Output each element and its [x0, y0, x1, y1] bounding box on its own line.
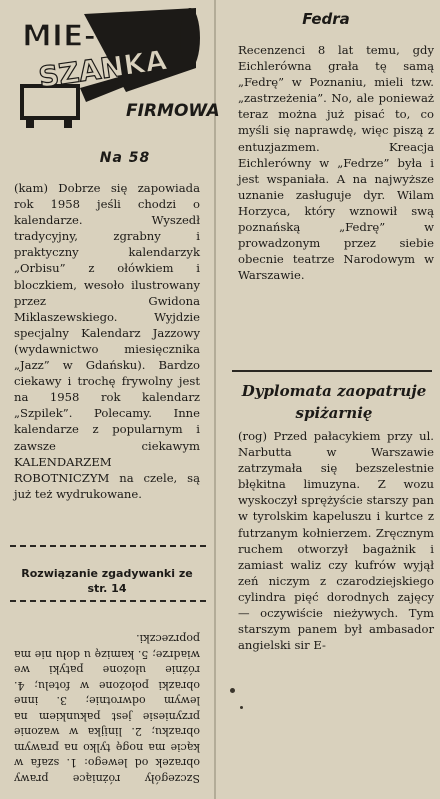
print-speck	[230, 688, 235, 693]
fedra-article: Recenzenci 8 lat temu, gdy Eichlerówna grała tę samą „Fedrę” w Poznaniu, mieli tzw. „zastrzeżenia”. No, ale ponieważ teraz można już pisać to, co myśli się naprawdę, więc piszą z entuzjazmem. Kreacja Eichlerówny w „Fedrze” była i jest wspaniała. A na najwyższe uznanie zasługuje dyr. Wilam Horzyca, który wznowił swą poznańską „Fedrę” w prowadzonym przez siebie obecnie teatrze Narodowym w Warszawie.	[238, 43, 434, 283]
logo-line3: FIRMOWA	[126, 101, 220, 121]
diplomat-article: (rog) Przed pałacykiem przy ul. Narbutta w Warszawie zatrzymała się bezszelestnie błękitna limuzyna. Z wozu wyskoczył sprężyście starszy pan w tyrolskim kapeluszu i kurtce z futrzanym kołnierzem. Zręcznym ruchem otworzył bagażnik i zamiast waliz czy kufrów wyjął zeń niczym z czarodziejskiego cylindra pięć dorodnych zajęcy — oczywiście nieżywych. Tym starszym panem był ambasador angielski sir E-	[238, 429, 434, 653]
calendar-article: (kam) Dobrze się zapowiada rok 1958 jeśli chodzi o kalendarze. Wyszedł tradycyjny, zgrabny i praktyczny kalendarzyk „Orbisu” z ołówkiem i bloczkiem, wesoło ilustrowany przez Gwidona Miklaszewskiego. Wyjdzie specjalny Kalendarz Jazzowy (wydawnictwo miesięcznika „Jazz” w Gdańsku). Bardzo ciekawy i trochę frywolny jest na 1958 rok kalendarz „Szpilek”. Polecamy. Inne kalendarze z popularnym i zawsze ciekawym KALENDARZEM ROBOTNICZYM na czele, są już też wydrukowane.	[14, 181, 200, 501]
puzzle-solution-title: Rozwiązanie zgadywanki ze str. 14	[21, 567, 193, 595]
miszanka-firmowa-logo	[14, 6, 220, 136]
section-divider	[10, 545, 206, 547]
section-divider	[10, 600, 206, 602]
logo-line2: SZANKA	[36, 43, 169, 95]
section-divider	[232, 370, 432, 372]
logo-line1: MIE-	[22, 19, 96, 54]
fedra-heading: Fedra	[302, 10, 350, 28]
puzzle-solution-text: Szczegóły różniące prawy obrazek od lewego: 1. szafa w kącie ma nogę tylko na prawym obrazku; 2. linijka w wazonie przyniesie jest pakunkiem na lewym odwrotnie; 3. inne obrazki położone w fotelu; 4. różnie ułożone patyki we wiadrze; 5. kamizę u dołu nie ma poprzeczki.	[14, 632, 200, 785]
gramophone-logo-icon	[14, 6, 220, 136]
issue-number: Na 58	[99, 150, 151, 166]
diplomat-heading: Dyplomata zaopatruje spiżarnię	[241, 382, 427, 422]
print-speck	[240, 706, 243, 709]
